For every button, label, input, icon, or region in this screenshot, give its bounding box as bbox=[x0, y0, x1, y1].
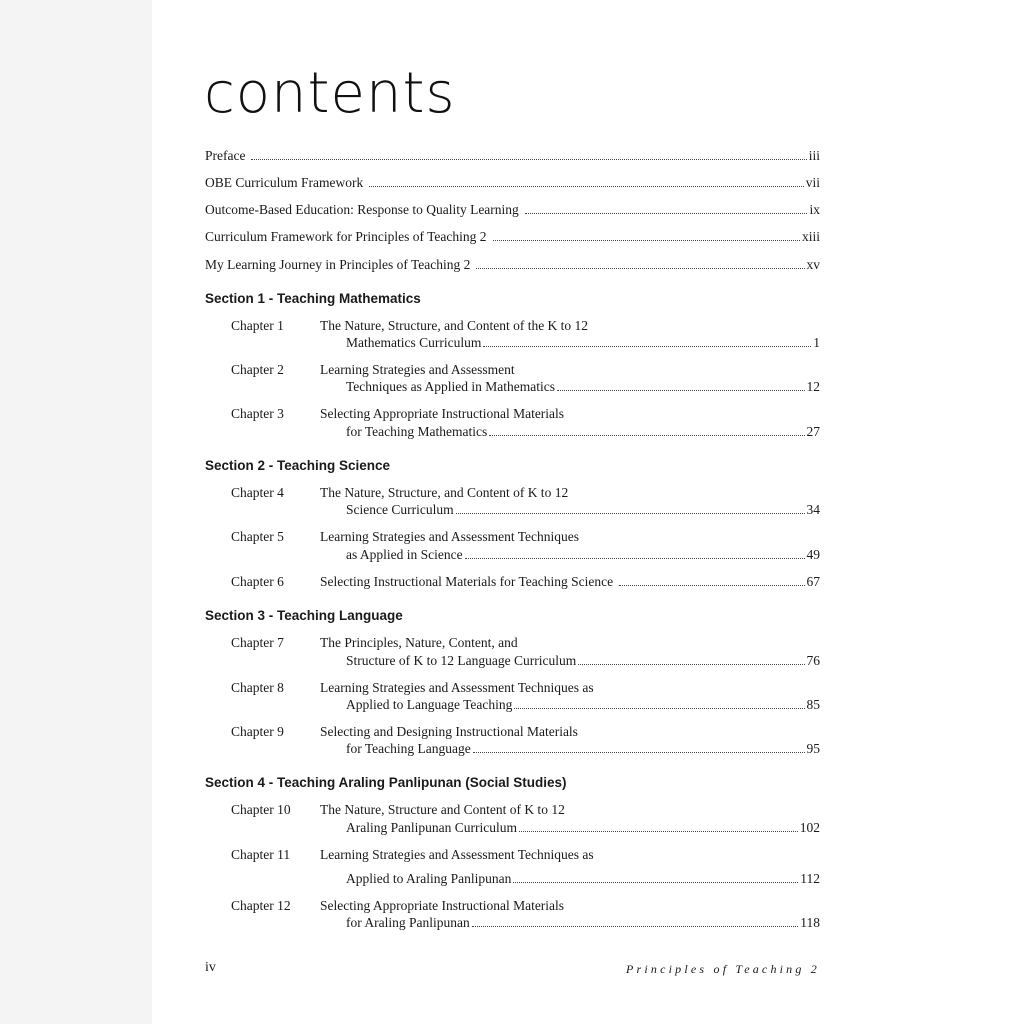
chapter-number: Chapter 12 bbox=[231, 898, 291, 913]
dot-leader bbox=[465, 547, 805, 559]
chapter-title-line1: Selecting and Designing Instructional Materials bbox=[320, 724, 578, 739]
toc-entry-obe-framework[interactable] bbox=[205, 175, 820, 193]
dot-leader bbox=[619, 574, 804, 586]
dot-leader bbox=[578, 653, 804, 665]
chapter-title-line1: The Nature, Structure, and Content of K to 12 bbox=[320, 485, 569, 500]
chapter-number: Chapter 6 bbox=[231, 574, 284, 589]
toc-entry-label: Curriculum Framework for Principles of Teaching 2 bbox=[205, 229, 487, 244]
chapter-title-line1: The Principles, Nature, Content, and bbox=[320, 635, 518, 650]
section-heading: Section 1 - Teaching Mathematics bbox=[205, 291, 421, 306]
chapter-title-line1: The Nature, Structure and Content of K to 12 bbox=[320, 802, 565, 817]
chapter-title-line1: Selecting Instructional Materials for Teaching Science bbox=[320, 574, 614, 589]
chapter-title-line2-row bbox=[346, 820, 820, 836]
toc-entry-label: Outcome-Based Education: Response to Quality Learning bbox=[205, 202, 519, 217]
dot-leader bbox=[519, 820, 798, 832]
toc-entry-page: 67 bbox=[806, 574, 820, 589]
dot-leader bbox=[489, 424, 804, 436]
dot-leader bbox=[557, 379, 804, 391]
toc-entry-label: Preface bbox=[205, 148, 246, 163]
chapter-title-line2-row bbox=[346, 547, 820, 563]
chapter-number: Chapter 4 bbox=[231, 485, 284, 500]
page-title: contents bbox=[204, 61, 456, 126]
toc-entry-page: vii bbox=[805, 175, 820, 190]
section-heading: Section 4 - Teaching Araling Panlipunan (Social Studies) bbox=[205, 775, 567, 790]
toc-entry-page: 95 bbox=[806, 741, 820, 756]
toc-entry-page: 76 bbox=[806, 653, 820, 668]
toc-entry-preface[interactable] bbox=[205, 148, 820, 166]
chapter-title-line2: as Applied in Science bbox=[346, 547, 463, 562]
dot-leader bbox=[483, 335, 811, 347]
chapter-number: Chapter 3 bbox=[231, 406, 284, 421]
chapter-title-line2: for Teaching Mathematics bbox=[346, 424, 488, 439]
dot-leader bbox=[513, 871, 798, 883]
chapter-title-line2: Applied to Araling Panlipunan bbox=[346, 871, 512, 886]
toc-entry-page: 49 bbox=[806, 547, 820, 562]
chapter-title-line2-row bbox=[346, 741, 820, 757]
chapter-number: Chapter 10 bbox=[231, 802, 291, 817]
toc-entry-learning-journey[interactable] bbox=[205, 257, 820, 275]
chapter-title-line1: Learning Strategies and Assessment Techniques bbox=[320, 529, 579, 544]
toc-entry-page: iii bbox=[808, 148, 820, 163]
chapter-title-line2: Applied to Language Teaching bbox=[346, 697, 513, 712]
toc-entry-page: xiii bbox=[801, 229, 820, 244]
toc-entry-obe-response[interactable] bbox=[205, 202, 820, 220]
toc-entry-page: 27 bbox=[806, 424, 820, 439]
toc-entry-page: xv bbox=[806, 257, 820, 272]
dot-leader bbox=[473, 741, 805, 753]
chapter-title-line1: The Nature, Structure, and Content of the K to 12 bbox=[320, 318, 589, 333]
chapter-title-line2: Science Curriculum bbox=[346, 502, 454, 517]
toc-entry-page: 112 bbox=[800, 871, 820, 886]
chapter-title-line2-row bbox=[346, 697, 820, 713]
toc-entry-page: 34 bbox=[806, 502, 820, 517]
toc-entry-curriculum-framework[interactable] bbox=[205, 229, 820, 247]
chapter-title-line2: for Araling Panlipunan bbox=[346, 915, 470, 930]
chapter-number: Chapter 7 bbox=[231, 635, 284, 650]
chapter-title-line2-row bbox=[346, 653, 820, 669]
dot-leader bbox=[456, 502, 805, 514]
chapter-number: Chapter 2 bbox=[231, 362, 284, 377]
section-heading: Section 2 - Teaching Science bbox=[205, 458, 391, 473]
chapter-number: Chapter 8 bbox=[231, 680, 284, 695]
toc-entry-page: ix bbox=[809, 202, 820, 217]
dot-leader bbox=[369, 175, 804, 187]
dot-leader bbox=[514, 697, 804, 709]
chapter-title-line2-row bbox=[346, 871, 820, 887]
toc-entry-page: 12 bbox=[806, 379, 820, 394]
chapter-title-line1: Learning Strategies and Assessment Techniques as bbox=[320, 680, 594, 695]
chapter-title-line1: Selecting Appropriate Instructional Materials bbox=[320, 406, 565, 421]
chapter-title-line2: Araling Panlipunan Curriculum bbox=[346, 820, 517, 835]
toc-entry-page: 1 bbox=[813, 335, 820, 350]
chapter-title-line1: Selecting Appropriate Instructional Materials bbox=[320, 898, 565, 913]
chapter-title-line2: Techniques as Applied in Mathematics bbox=[346, 379, 556, 394]
toc-entry-page: 85 bbox=[806, 697, 820, 712]
dot-leader bbox=[472, 915, 799, 927]
chapter-title-line2-row bbox=[346, 335, 820, 351]
chapter-title-line2-row bbox=[346, 915, 820, 931]
dot-leader bbox=[493, 229, 800, 241]
footer-book-title: Principles of Teaching 2 bbox=[625, 962, 820, 976]
chapter-number: Chapter 5 bbox=[231, 529, 284, 544]
dot-leader bbox=[476, 257, 804, 269]
toc-entry-page: 118 bbox=[800, 915, 820, 930]
chapter-number: Chapter 1 bbox=[231, 318, 284, 333]
toc-entry-label: My Learning Journey in Principles of Teaching 2 bbox=[205, 257, 471, 272]
chapter-title-line2: for Teaching Language bbox=[346, 741, 471, 756]
section-heading: Section 3 - Teaching Language bbox=[205, 608, 403, 623]
chapter-title-line1: Learning Strategies and Assessment Techniques as bbox=[320, 847, 594, 862]
chapter-title-row bbox=[320, 574, 820, 590]
dot-leader bbox=[525, 202, 808, 214]
footer-page-number: iv bbox=[205, 960, 216, 975]
toc-entry-label: OBE Curriculum Framework bbox=[205, 175, 364, 190]
chapter-title-line2-row bbox=[346, 502, 820, 518]
chapter-title-line2: Mathematics Curriculum bbox=[346, 335, 482, 350]
toc-entry-page: 102 bbox=[799, 820, 820, 835]
chapter-title-line2-row bbox=[346, 379, 820, 395]
dot-leader bbox=[251, 148, 806, 160]
chapter-title-line2-row bbox=[346, 424, 820, 440]
chapter-title-line1: Learning Strategies and Assessment bbox=[320, 362, 515, 377]
chapter-number: Chapter 11 bbox=[231, 847, 291, 862]
chapter-number: Chapter 9 bbox=[231, 724, 284, 739]
chapter-title-line2: Structure of K to 12 Language Curriculum bbox=[346, 653, 577, 668]
